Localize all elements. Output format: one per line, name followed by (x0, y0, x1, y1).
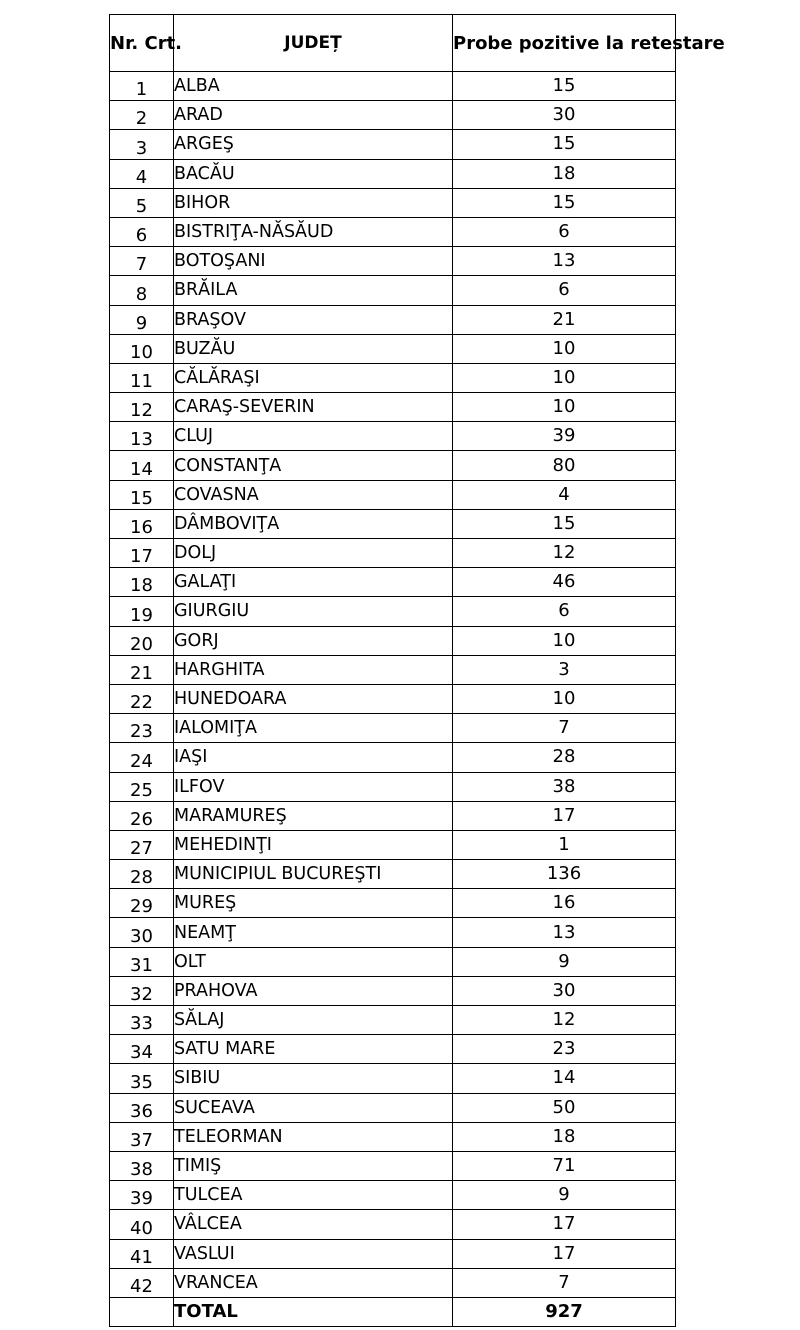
row-number: 4 (110, 159, 174, 188)
table-row (110, 568, 676, 597)
positive-count: 30 (453, 101, 676, 130)
county-name: SUCEAVA (174, 1093, 453, 1122)
county-name: CĂLĂRAŞI (174, 363, 453, 392)
table-row (110, 801, 676, 830)
county-name: VRANCEA (174, 1268, 453, 1297)
table-row (110, 1093, 676, 1122)
table-row (110, 597, 676, 626)
county-name: MUREŞ (174, 889, 453, 918)
row-number: 2 (110, 101, 174, 130)
row-number: 23 (110, 714, 174, 743)
positive-count: 17 (453, 1210, 676, 1239)
positive-count: 15 (453, 188, 676, 217)
total-label: TOTAL (174, 1297, 453, 1326)
row-number: 40 (110, 1210, 174, 1239)
row-number: 24 (110, 743, 174, 772)
county-name: SĂLAJ (174, 1006, 453, 1035)
table-row (110, 334, 676, 363)
county-name: BUZĂU (174, 334, 453, 363)
table-row (110, 714, 676, 743)
county-name: DÂMBOVIŢA (174, 509, 453, 538)
county-name: BACĂU (174, 159, 453, 188)
total-value: 927 (453, 1297, 676, 1326)
positive-count: 3 (453, 655, 676, 684)
positive-count: 9 (453, 1181, 676, 1210)
table-row (110, 188, 676, 217)
table-row (110, 480, 676, 509)
table-row (110, 830, 676, 859)
county-name: VASLUI (174, 1239, 453, 1268)
county-name: MEHEDINŢI (174, 830, 453, 859)
row-number: 27 (110, 830, 174, 859)
table-row (110, 1035, 676, 1064)
table-row (110, 743, 676, 772)
table-row (110, 363, 676, 392)
table-row (110, 772, 676, 801)
positive-count: 14 (453, 1064, 676, 1093)
table-row (110, 101, 676, 130)
row-number: 13 (110, 422, 174, 451)
positive-count: 10 (453, 363, 676, 392)
county-name: ILFOV (174, 772, 453, 801)
table-header-row (110, 15, 676, 72)
positive-count: 15 (453, 72, 676, 101)
positive-count: 9 (453, 947, 676, 976)
county-name: COVASNA (174, 480, 453, 509)
positive-count: 71 (453, 1151, 676, 1180)
positive-count: 17 (453, 1239, 676, 1268)
positive-count: 15 (453, 130, 676, 159)
row-number: 1 (110, 72, 174, 101)
table-row (110, 1006, 676, 1035)
county-name: BRAŞOV (174, 305, 453, 334)
county-name: SATU MARE (174, 1035, 453, 1064)
positive-count: 21 (453, 305, 676, 334)
row-number: 41 (110, 1239, 174, 1268)
table-row (110, 976, 676, 1005)
county-name: CLUJ (174, 422, 453, 451)
positive-count: 13 (453, 918, 676, 947)
county-name: PRAHOVA (174, 976, 453, 1005)
county-name: BOTOŞANI (174, 247, 453, 276)
positive-count: 16 (453, 889, 676, 918)
positive-count: 10 (453, 684, 676, 713)
positive-count: 6 (453, 276, 676, 305)
row-number: 35 (110, 1064, 174, 1093)
table-row (110, 1181, 676, 1210)
positive-count: 6 (453, 217, 676, 246)
row-number: 33 (110, 1006, 174, 1035)
row-number: 3 (110, 130, 174, 159)
positive-count: 38 (453, 772, 676, 801)
row-number: 30 (110, 918, 174, 947)
county-name: TIMIŞ (174, 1151, 453, 1180)
header-judet: JUDEȚ (174, 15, 453, 72)
row-number: 16 (110, 509, 174, 538)
county-name: ARGEŞ (174, 130, 453, 159)
positive-count: 30 (453, 976, 676, 1005)
county-name: VÂLCEA (174, 1210, 453, 1239)
row-number: 15 (110, 480, 174, 509)
table-row (110, 247, 676, 276)
row-number: 25 (110, 772, 174, 801)
county-name: OLT (174, 947, 453, 976)
row-number: 6 (110, 217, 174, 246)
row-number: 32 (110, 976, 174, 1005)
county-name: BRĂILA (174, 276, 453, 305)
county-name: ARAD (174, 101, 453, 130)
table-row (110, 1239, 676, 1268)
positive-count: 39 (453, 422, 676, 451)
county-name: BISTRIŢA-NĂSĂUD (174, 217, 453, 246)
positive-count: 10 (453, 334, 676, 363)
county-name: CONSTANŢA (174, 451, 453, 480)
table-row (110, 1268, 676, 1297)
positive-count: 10 (453, 626, 676, 655)
header-nr-crt: Nr. Crt. (110, 15, 174, 72)
county-name: TULCEA (174, 1181, 453, 1210)
row-number: 11 (110, 363, 174, 392)
row-number: 12 (110, 393, 174, 422)
positive-count: 4 (453, 480, 676, 509)
table-row (110, 1122, 676, 1151)
positive-count: 10 (453, 393, 676, 422)
row-number: 22 (110, 684, 174, 713)
table-row (110, 860, 676, 889)
county-name: CARAŞ-SEVERIN (174, 393, 453, 422)
county-name: GALAŢI (174, 568, 453, 597)
row-number: 14 (110, 451, 174, 480)
row-number: 5 (110, 188, 174, 217)
row-number: 20 (110, 626, 174, 655)
row-number: 8 (110, 276, 174, 305)
row-number: 21 (110, 655, 174, 684)
table-body (110, 72, 676, 1298)
table-row (110, 918, 676, 947)
county-name: MUNICIPIUL BUCUREŞTI (174, 860, 453, 889)
table-row (110, 1064, 676, 1093)
table-row (110, 684, 676, 713)
header-probe-pozitive: Probe pozitive la retestare (453, 15, 676, 72)
row-number: 42 (110, 1268, 174, 1297)
county-table (109, 14, 725, 1327)
row-number: 31 (110, 947, 174, 976)
table-row (110, 422, 676, 451)
table-row (110, 305, 676, 334)
positive-count: 7 (453, 714, 676, 743)
positive-count: 46 (453, 568, 676, 597)
table-row (110, 276, 676, 305)
table-row (110, 947, 676, 976)
total-row (110, 1297, 676, 1326)
table-row (110, 159, 676, 188)
positive-count: 1 (453, 830, 676, 859)
positive-count: 80 (453, 451, 676, 480)
positive-count: 28 (453, 743, 676, 772)
positive-count: 136 (453, 860, 676, 889)
county-name: SIBIU (174, 1064, 453, 1093)
positive-count: 17 (453, 801, 676, 830)
county-name: HUNEDOARA (174, 684, 453, 713)
county-name: DOLJ (174, 539, 453, 568)
row-number: 38 (110, 1151, 174, 1180)
positive-count: 23 (453, 1035, 676, 1064)
row-number: 37 (110, 1122, 174, 1151)
row-number: 26 (110, 801, 174, 830)
county-name: IALOMIŢA (174, 714, 453, 743)
county-name: MARAMUREŞ (174, 801, 453, 830)
positive-count: 15 (453, 509, 676, 538)
county-name: GORJ (174, 626, 453, 655)
county-name: HARGHITA (174, 655, 453, 684)
county-name: ALBA (174, 72, 453, 101)
county-name: GIURGIU (174, 597, 453, 626)
positive-count: 7 (453, 1268, 676, 1297)
row-number: 36 (110, 1093, 174, 1122)
positive-count: 12 (453, 1006, 676, 1035)
row-number: 7 (110, 247, 174, 276)
county-name: IAŞI (174, 743, 453, 772)
positive-count: 18 (453, 159, 676, 188)
row-number: 29 (110, 889, 174, 918)
positive-count: 13 (453, 247, 676, 276)
positive-count: 12 (453, 539, 676, 568)
table-row (110, 655, 676, 684)
table-row (110, 217, 676, 246)
positive-count: 6 (453, 597, 676, 626)
positive-count: 18 (453, 1122, 676, 1151)
table-row (110, 626, 676, 655)
table-row (110, 509, 676, 538)
table-row (110, 130, 676, 159)
positive-count: 50 (453, 1093, 676, 1122)
row-number: 28 (110, 860, 174, 889)
total-nr-cell (110, 1297, 174, 1326)
county-name: BIHOR (174, 188, 453, 217)
table-row (110, 451, 676, 480)
row-number: 17 (110, 539, 174, 568)
row-number: 39 (110, 1181, 174, 1210)
table-row (110, 1210, 676, 1239)
table-row (110, 889, 676, 918)
table-row (110, 1151, 676, 1180)
county-name: TELEORMAN (174, 1122, 453, 1151)
row-number: 19 (110, 597, 174, 626)
table-row (110, 72, 676, 101)
row-number: 34 (110, 1035, 174, 1064)
row-number: 18 (110, 568, 174, 597)
table-row (110, 393, 676, 422)
county-name: NEAMŢ (174, 918, 453, 947)
row-number: 10 (110, 334, 174, 363)
table-row (110, 539, 676, 568)
row-number: 9 (110, 305, 174, 334)
